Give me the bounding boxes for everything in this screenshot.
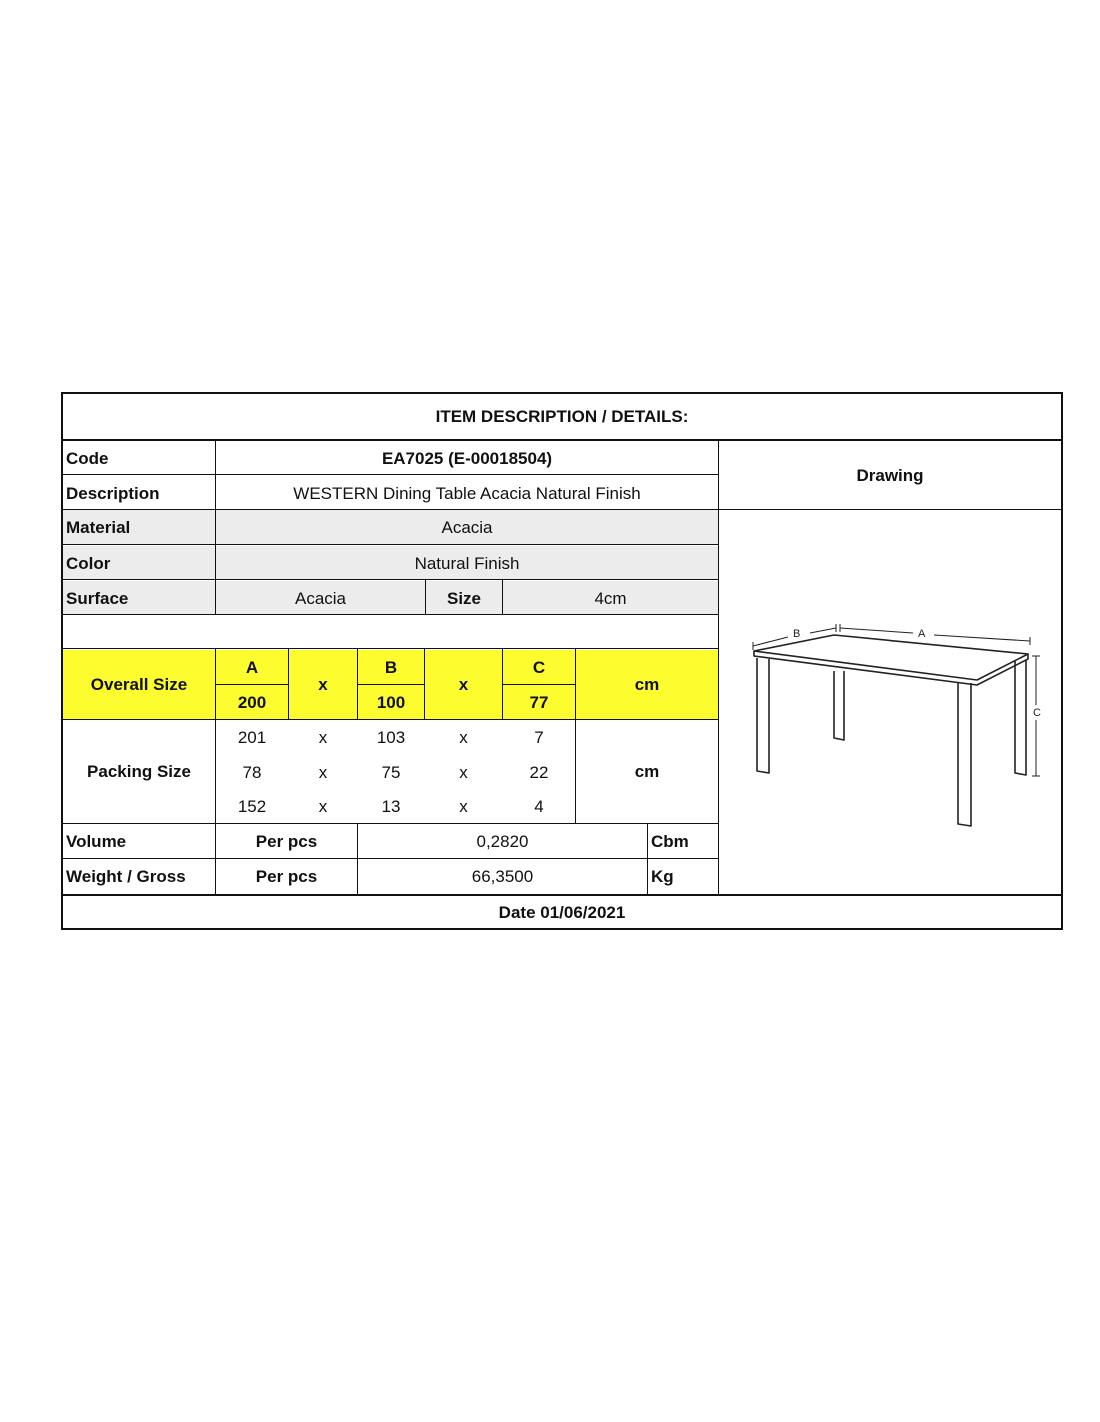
packing-row-2-a: 78 (242, 762, 262, 782)
drawing-title: Drawing (856, 465, 924, 485)
weight-value: 66,3500 (471, 867, 534, 886)
grid-line (357, 648, 358, 719)
overall-header-c: C (503, 650, 575, 684)
grid-line (63, 579, 718, 580)
size-value: 4cm (503, 581, 718, 615)
grid-line (63, 858, 718, 859)
volume-label: Volume (66, 831, 127, 851)
packing-row-2-c: 22 (529, 762, 549, 782)
grid-line (502, 579, 503, 615)
grid-line (357, 823, 358, 894)
color-value: Natural Finish (216, 546, 718, 580)
packing-row-1-a: 201 (237, 727, 267, 747)
code-label: Code (66, 448, 109, 468)
grid-line (502, 648, 503, 719)
grid-line (63, 719, 718, 720)
overall-separator-2: x (425, 650, 502, 719)
grid-line (63, 474, 718, 475)
grid-line (63, 509, 1061, 510)
color-label: Color (63, 546, 215, 580)
packing-row-3-a: 152 (237, 797, 267, 816)
packing-row-1-b: 103 (376, 727, 406, 747)
surface-label: Surface (63, 581, 215, 615)
grid-line (215, 439, 216, 615)
grid-line (63, 439, 1061, 441)
grid-line (424, 648, 425, 719)
grid-line (425, 579, 426, 615)
packing-row-3-sep-2: x (459, 797, 468, 816)
back-leg-right (1015, 660, 1026, 775)
grid-line (288, 648, 289, 719)
overall-header-a: A (216, 650, 288, 684)
size-label: Size (426, 581, 502, 615)
grid-line (63, 648, 718, 649)
volume-value: 0,2820 (476, 831, 529, 851)
description-value: WESTERN Dining Table Acacia Natural Finish (293, 483, 641, 503)
packing-row-1-sep-1: x (318, 727, 328, 747)
weight-per: Per pcs (255, 867, 318, 886)
weight-label: Weight / Gross (66, 867, 186, 886)
front-leg-right (958, 683, 971, 826)
volume-unit: Cbm (651, 831, 689, 851)
grid-line (63, 614, 718, 615)
overall-value-b: 100 (358, 685, 424, 719)
packing-row-3-c: 4 (534, 797, 544, 816)
description-label: Description (66, 483, 160, 503)
packing-row-3-sep-1: x (318, 797, 328, 816)
sheet-title: ITEM DESCRIPTION / DETAILS: (435, 407, 689, 426)
material-label: Material (63, 510, 215, 545)
grid-line (647, 823, 648, 894)
front-leg-left (757, 658, 769, 773)
grid-line (718, 439, 719, 894)
grid-line (357, 684, 424, 685)
packing-row-1-sep-2: x (459, 727, 468, 747)
packing-row-2-b: 75 (381, 762, 401, 782)
overall-separator-1: x (289, 650, 357, 719)
overall-value-c: 77 (503, 685, 575, 719)
packing-row-2-sep-2: x (459, 762, 468, 782)
grid-line (63, 544, 718, 545)
back-leg-left (834, 671, 844, 740)
dimension-label-b: B (793, 628, 801, 640)
code-value: EA7025 (E-00018504) (381, 448, 553, 468)
overall-unit: cm (576, 650, 718, 719)
grid-line (215, 648, 216, 894)
overall-value-a: 200 (216, 685, 288, 719)
footer-date: Date 01/06/2021 (498, 903, 626, 922)
packing-row-1-c: 7 (534, 727, 544, 747)
grid-line (502, 684, 575, 685)
packing-row-2-sep-1: x (318, 762, 328, 782)
table-drawing (748, 620, 1048, 835)
grid-line (63, 823, 718, 824)
material-value: Acacia (216, 510, 718, 545)
surface-value: Acacia (216, 581, 425, 615)
volume-per: Per pcs (255, 831, 318, 851)
packing-unit: cm (634, 762, 660, 781)
packing-row-3-b: 13 (381, 797, 401, 816)
overall-size-label: Overall Size (63, 650, 215, 719)
grid-line (63, 894, 1061, 896)
dimension-label-c: C (1033, 707, 1041, 719)
grid-line (215, 684, 288, 685)
weight-unit: Kg (651, 867, 674, 886)
grid-line (575, 648, 576, 823)
dimension-label-a: A (918, 628, 926, 640)
packing-size-label: Packing Size (87, 762, 191, 781)
overall-header-b: B (358, 650, 424, 684)
